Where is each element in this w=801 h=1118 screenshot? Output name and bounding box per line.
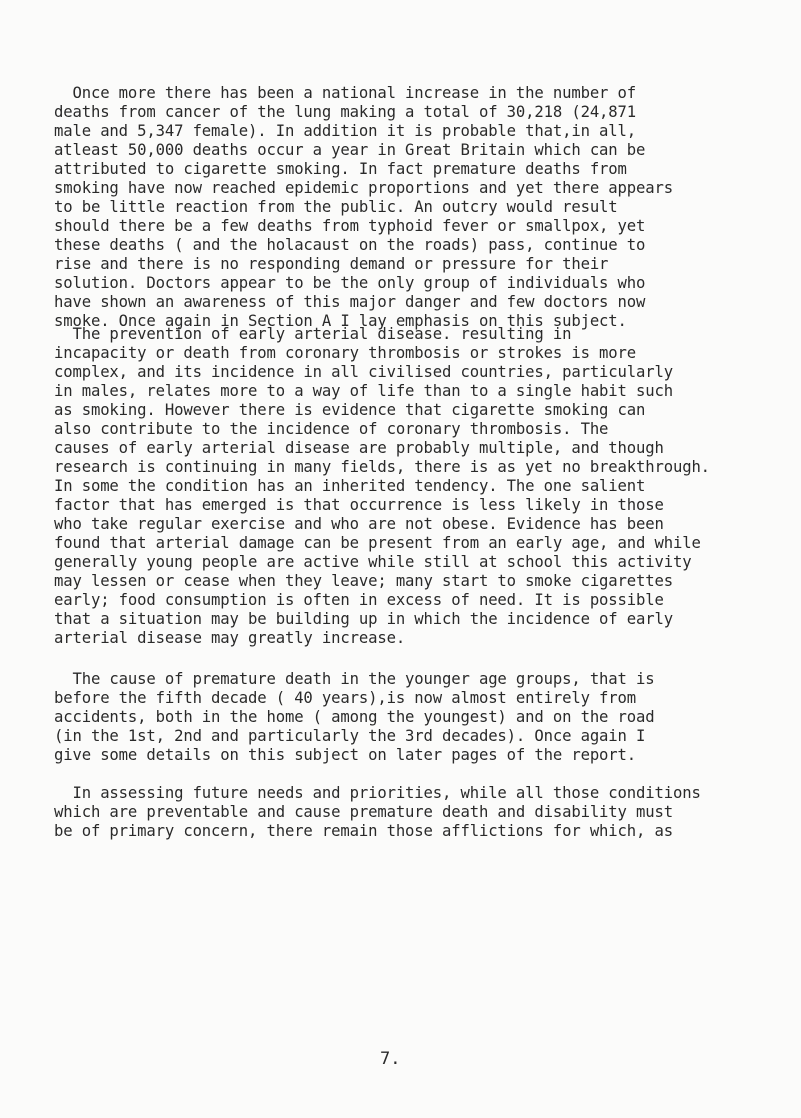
text-line: In some the condition has an inherited tendency. The one salient <box>54 477 646 495</box>
text-line: generally young people are active while still at school this activity <box>54 553 692 571</box>
text-line: have shown an awareness of this major danger and few doctors now <box>54 293 646 311</box>
text-line: factor that has emerged is that occurrence is less likely in those <box>54 496 664 514</box>
text-line: research is continuing in many fields, there is as yet no breakthrough. <box>54 458 710 476</box>
text-line: which are preventable and cause premature death and disability must <box>54 803 673 821</box>
text-line: incapacity or death from coronary thrombosis or strokes is more <box>54 344 637 362</box>
text-line: accidents, both in the home ( among the youngest) and on the road <box>54 708 655 726</box>
text-line: attributed to cigarette smoking. In fact premature deaths from <box>54 160 627 178</box>
text-line: Once more there has been a national increase in the number of <box>54 84 637 102</box>
text-line: also contribute to the incidence of coronary thrombosis. The <box>54 420 609 438</box>
text-line: smoking have now reached epidemic proportions and yet there appears <box>54 179 673 197</box>
text-line: arterial disease may greatly increase. <box>54 629 406 647</box>
text-line: found that arterial damage can be present from an early age, and while <box>54 534 701 552</box>
text-line: complex, and its incidence in all civilised countries, particularly <box>54 363 673 381</box>
text-line: who take regular exercise and who are not obese. Evidence has been <box>54 515 664 533</box>
text-line: causes of early arterial disease are probably multiple, and though <box>54 439 664 457</box>
text-line: The prevention of early arterial disease. resulting in <box>54 325 572 343</box>
text-line: to be little reaction from the public. An outcry would result <box>54 198 618 216</box>
text-line: that a situation may be building up in which the incidence of early <box>54 610 673 628</box>
text-line: (in the 1st, 2nd and particularly the 3rd decades). Once again I <box>54 727 646 745</box>
text-line: male and 5,347 female). In addition it is probable that,in all, <box>54 122 637 140</box>
text-line: deaths from cancer of the lung making a total of 30,218 (24,871 <box>54 103 637 121</box>
text-line: In assessing future needs and priorities, while all those conditions <box>54 784 701 802</box>
text-line: smoke. Once again in Section A I lay emphasis on this subject. <box>54 312 627 330</box>
text-line: early; food consumption is often in excess of need. It is possible <box>54 591 664 609</box>
text-line: The cause of premature death in the younger age groups, that is <box>54 670 655 688</box>
text-line: atleast 50,000 deaths occur a year in Great Britain which can be <box>54 141 646 159</box>
text-line: solution. Doctors appear to be the only group of individuals who <box>54 274 646 292</box>
text-line: rise and there is no responding demand or pressure for their <box>54 255 609 273</box>
text-line: be of primary concern, there remain those afflictions for which, as <box>54 822 673 840</box>
page-number: 7. <box>380 1049 401 1069</box>
text-line: should there be a few deaths from typhoid fever or smallpox, yet <box>54 217 646 235</box>
text-line: may lessen or cease when they leave; many start to smoke cigarettes <box>54 572 673 590</box>
text-line: as smoking. However there is evidence that cigarette smoking can <box>54 401 646 419</box>
text-line: before the fifth decade ( 40 years),is now almost entirely from <box>54 689 637 707</box>
text-line: give some details on this subject on later pages of the report. <box>54 746 637 764</box>
text-line: these deaths ( and the holacaust on the roads) pass, continue to <box>54 236 646 254</box>
text-line: in males, relates more to a way of life than to a single habit such <box>54 382 673 400</box>
